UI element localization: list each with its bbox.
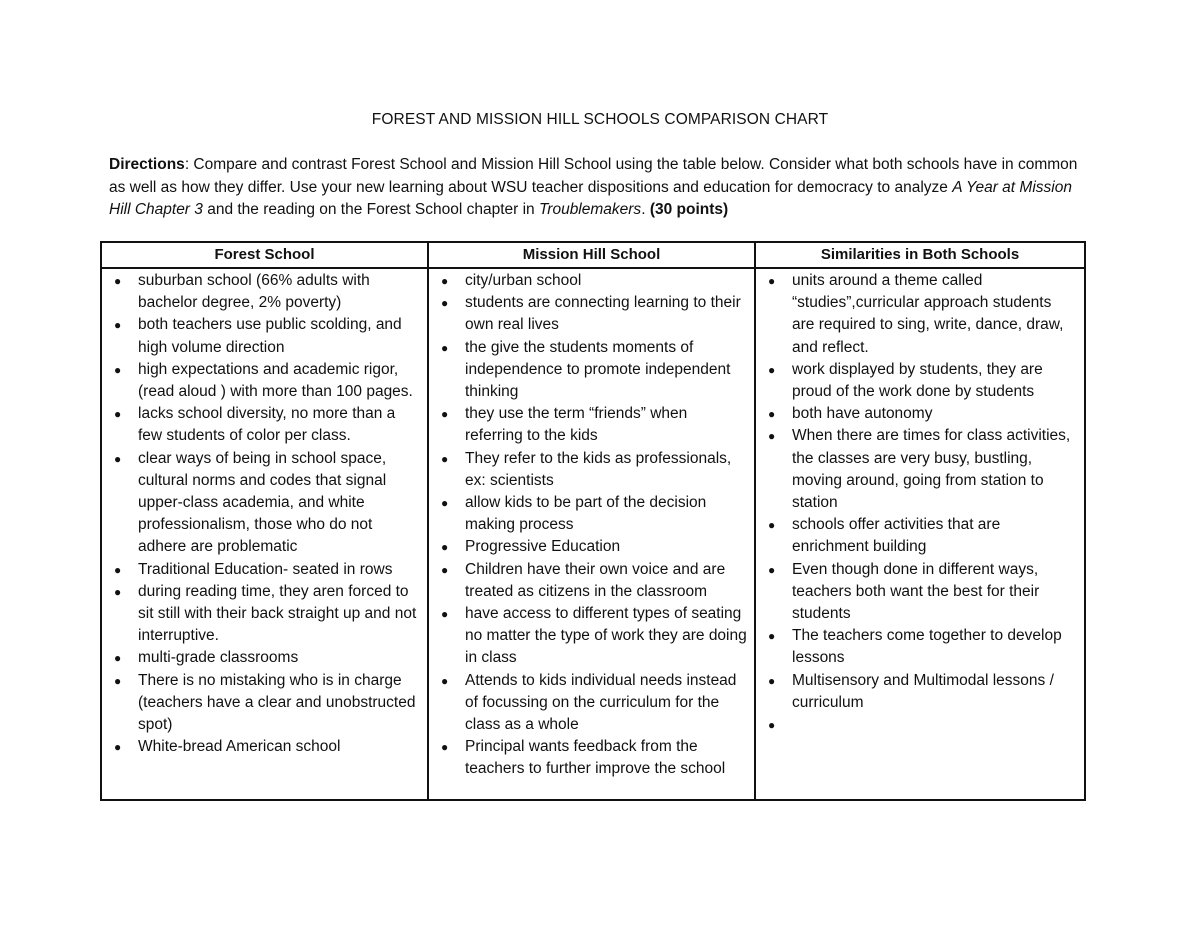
list-item-text: schools offer activities that are enrichment building [792, 516, 1001, 556]
list-item [429, 337, 748, 404]
directions-text: : Compare and contrast Forest School and Mission Hill School using the table below. Consider what both schools have in common as well as how they differ. Use your new learning about WSU teacher dispositions and education for democracy to analyze [109, 156, 1078, 196]
list-item [756, 514, 1078, 558]
list-item [102, 403, 421, 447]
bullet-icon: ● [768, 407, 776, 422]
list-item [102, 314, 421, 358]
list-item [756, 425, 1078, 514]
list-item-text: during reading time, they aren forced to sit still with their back straight up and not interruptive. [138, 582, 417, 645]
column-header-mission-hill-school: Mission Hill School [428, 242, 755, 268]
bullet-icon: ● [768, 362, 776, 377]
list-item [102, 270, 421, 314]
list-item-text: multi-grade classrooms [138, 649, 299, 667]
forest-school-list [102, 270, 427, 758]
list-item [756, 359, 1078, 403]
bullet-icon: ● [441, 340, 449, 355]
bullet-icon: ● [114, 407, 122, 422]
list-item [429, 270, 748, 292]
list-item-text: work displayed by students, they are proud of the work done by students [792, 360, 1043, 401]
document-title: FOREST AND MISSION HILL SCHOOLS COMPARISON CHART [371, 111, 829, 128]
bullet-icon: ● [441, 451, 449, 466]
bullet-icon: ● [441, 607, 449, 622]
directions-paragraph [109, 154, 1089, 222]
list-item [429, 292, 748, 336]
list-item-text: have access to different types of seating no matter the type of work they are doing in class [465, 605, 747, 667]
list-item [102, 736, 421, 758]
bullet-icon: ● [114, 584, 122, 599]
list-item [102, 670, 421, 737]
directions-points: (30 points) [649, 201, 729, 218]
comparison-table [100, 241, 1086, 801]
list-item [102, 581, 421, 648]
list-item [756, 403, 1078, 425]
list-item-text: They refer to the kids as professionals, ex: scientists [465, 449, 732, 489]
table-header-row [101, 242, 1085, 268]
bullet-icon: ● [114, 673, 122, 688]
list-item [429, 670, 748, 737]
bullet-icon: ● [441, 496, 449, 511]
list-item-text: lacks school diversity, no more than a few students of color per class. [138, 405, 396, 445]
bullet-icon: ● [768, 562, 776, 577]
bullet-icon: ● [441, 740, 449, 755]
bullet-icon: ● [441, 407, 449, 422]
list-item [102, 359, 421, 403]
bullet-icon: ● [768, 718, 776, 733]
bullet-icon: ● [768, 629, 776, 644]
list-item-text: high expectations and academic rigor, (read aloud ) with more than 100 pages. [138, 360, 413, 401]
bullet-icon: ● [114, 318, 122, 333]
bullet-icon: ● [768, 518, 776, 533]
list-item-text: Progressive Education [465, 538, 621, 556]
list-item-text: Children have their own voice and are treated as citizens in the classroom [465, 560, 726, 600]
bullet-icon: ● [114, 362, 122, 377]
directions-book-title: A Year at Mission Hill Chapter 3 [109, 178, 1072, 218]
list-item [756, 625, 1078, 669]
list-item-text: both have autonomy [792, 405, 933, 423]
list-item-text: The teachers come together to develop lessons [792, 627, 1062, 667]
list-item [102, 448, 421, 559]
bullet-icon: ● [441, 673, 449, 688]
forest-school-cell [101, 268, 428, 800]
list-item-text: units around a theme called “studies”,curricular approach students are required to sing, write, dance, draw, and reflect. [792, 272, 1064, 356]
directions-text: and the reading on the Forest School chapter in [202, 201, 539, 218]
bullet-icon: ● [768, 673, 776, 688]
bullet-icon: ● [441, 296, 449, 311]
directions-text: . [641, 201, 650, 218]
bullet-icon: ● [114, 651, 122, 666]
list-item-text: allow kids to be part of the decision making process [465, 494, 707, 534]
list-item-text: There is no mistaking who is in charge (teachers have a clear and unobstructed spot) [138, 671, 416, 734]
directions-label: Directions [109, 156, 185, 173]
list-item [429, 448, 748, 492]
bullet-icon: ● [114, 274, 122, 288]
list-item-text: Multisensory and Multimodal lessons / curriculum [792, 671, 1054, 711]
bullet-icon: ● [114, 562, 122, 577]
list-item-text: the give the students moments of independence to promote independent thinking [465, 338, 731, 401]
list-item [102, 559, 421, 581]
similarities-cell [755, 268, 1085, 800]
list-item-text: both teachers use public scolding, and high volume direction [138, 316, 402, 356]
list-item [429, 492, 748, 536]
list-item [756, 270, 1078, 359]
list-item [102, 647, 421, 669]
list-item-text: Attends to kids individual needs instead of focussing on the curriculum for the class as a whole [465, 671, 737, 734]
list-item [429, 403, 748, 447]
list-item-text: When there are times for class activities, the classes are very busy, bustling, moving around, going from station to station [792, 427, 1071, 512]
bullet-icon: ● [114, 451, 122, 466]
mission-hill-school-cell [428, 268, 755, 800]
list-item [429, 736, 748, 780]
mission-hill-school-list [429, 270, 754, 781]
list-item [756, 714, 1078, 736]
list-item [429, 603, 748, 670]
directions-book-title: Troublemakers [538, 201, 642, 218]
list-item-text: city/urban school [465, 272, 582, 289]
bullet-icon: ● [114, 740, 122, 755]
list-item [429, 559, 748, 603]
column-header-forest-school: Forest School [101, 242, 428, 268]
list-item-text: Even though done in different ways, teachers both want the best for their students [792, 560, 1040, 623]
list-item-text: White-bread American school [138, 738, 341, 756]
list-item-text: suburban school (66% adults with bachelor degree, 2% poverty) [138, 272, 370, 312]
bullet-icon: ● [768, 274, 776, 288]
list-item-text: they use the term “friends” when referring to the kids [465, 405, 688, 445]
similarities-list [756, 270, 1084, 736]
bullet-icon: ● [441, 540, 449, 555]
table-row [101, 268, 1085, 800]
list-item [429, 536, 748, 558]
list-item [756, 559, 1078, 626]
list-item-text: Principal wants feedback from the teachers to further improve the school [465, 738, 726, 778]
list-item-text: clear ways of being in school space, cultural norms and codes that signal upper-class academia, and white professionalism, those who do not adhere are problematic [138, 449, 387, 556]
bullet-icon: ● [768, 429, 776, 444]
bullet-icon: ● [441, 562, 449, 577]
list-item [756, 670, 1078, 714]
bullet-icon: ● [441, 274, 449, 288]
list-item-text: Traditional Education- seated in rows [138, 560, 393, 578]
column-header-similarities: Similarities in Both Schools [755, 242, 1085, 268]
list-item-text: students are connecting learning to their own real lives [465, 294, 741, 334]
